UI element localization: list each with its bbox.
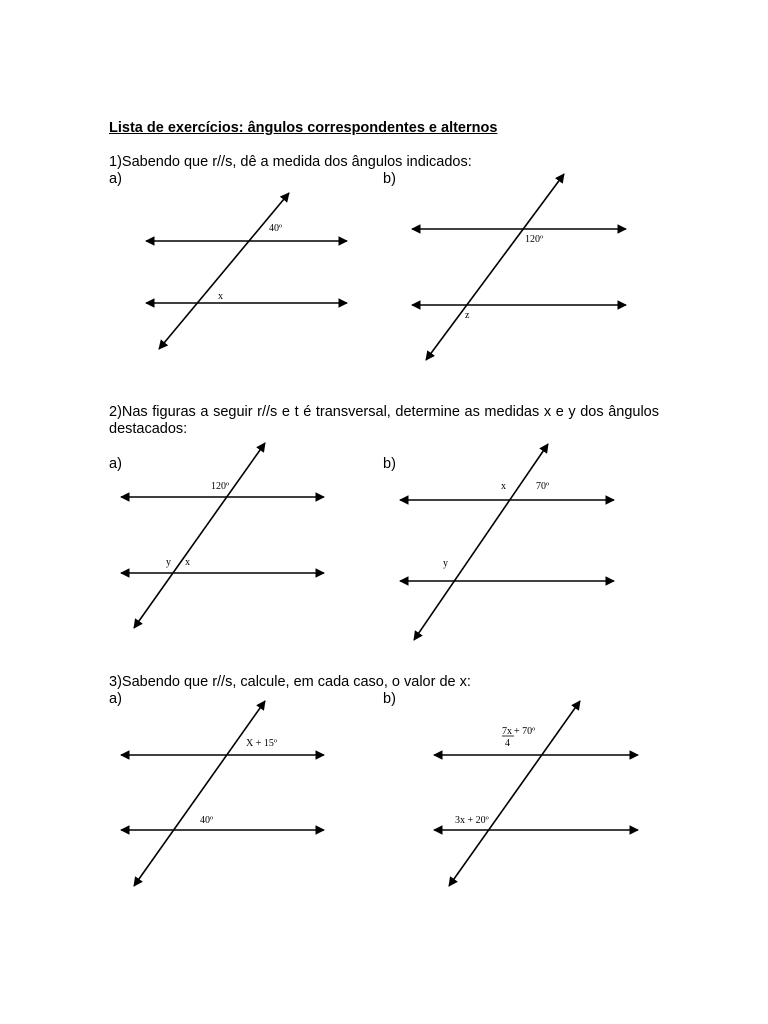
q2a-angle-y: y: [166, 557, 171, 568]
q3a-angle-bottom: 40º: [200, 815, 214, 826]
q3a-angle-top: X + 15º: [246, 738, 277, 749]
q2a-angle-x: x: [185, 557, 190, 568]
q3-prompt: 3)Sabendo que r//s, calcule, em cada caso, o valor de x:: [109, 674, 471, 690]
q1b-angle-given: 120º: [525, 234, 544, 245]
q2b-angle-y: y: [443, 558, 448, 569]
q1-prompt: 1)Sabendo que r//s, dê a medida dos ângulos indicados:: [109, 154, 472, 170]
q3-label-a: a): [109, 691, 122, 707]
q2a-transversal: [134, 443, 265, 628]
q1-label-b: b): [383, 171, 396, 187]
q2a-angle-given: 120º: [211, 481, 230, 492]
q1b-angle-unknown: z: [465, 310, 470, 321]
q1-label-a: a): [109, 171, 122, 187]
q1a-figure: [146, 193, 347, 349]
q3b-angle-top-den: 4: [505, 738, 510, 749]
q3a-figure: [121, 701, 324, 886]
q1a-angle-unknown: x: [218, 291, 223, 302]
q2-prompt: 2)Nas figuras a seguir r//s e t é transversal, determine as medidas x e y dos ângulos destacados:: [109, 404, 659, 437]
q3b-figure: [434, 701, 638, 886]
q2b-transversal: [414, 444, 548, 640]
q1b-transversal: [426, 174, 564, 360]
q1a-transversal: [159, 193, 289, 349]
q2-label-a: a): [109, 456, 122, 472]
q2a-figure: [121, 443, 324, 628]
q3-label-b: b): [383, 691, 396, 707]
q2b-angle-x: x: [501, 481, 506, 492]
q1b-figure: [412, 174, 626, 360]
q3a-transversal: [134, 701, 265, 886]
worksheet-title: Lista de exercícios: ângulos correspondentes e alternos: [109, 120, 498, 136]
q3b-angle-bottom: 3x + 20º: [455, 815, 489, 826]
q3b-angle-top-rest: + 70º: [514, 726, 536, 737]
q3b-angle-top-num: 7x: [502, 726, 512, 737]
q2b-figure: [400, 444, 614, 640]
q1a-angle-given: 40º: [269, 223, 283, 234]
q2-label-b: b): [383, 456, 396, 472]
q2b-angle-given: 70º: [536, 481, 550, 492]
